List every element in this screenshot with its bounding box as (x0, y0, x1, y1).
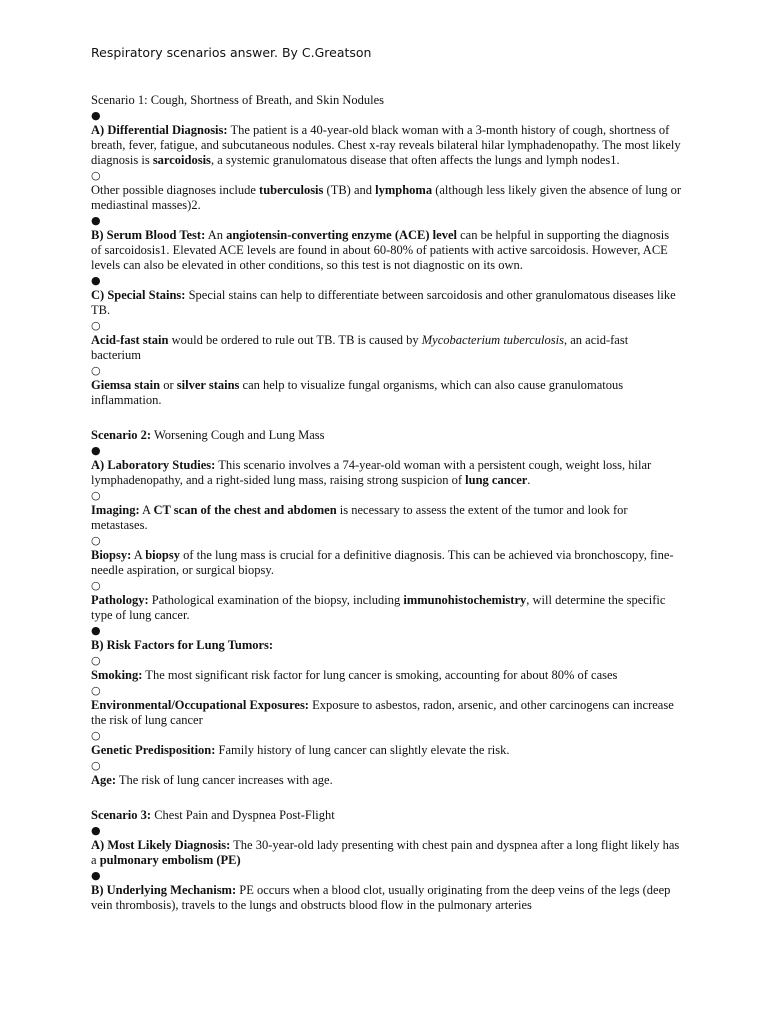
scenario3-b-label: B) Underlying Mechanism: (91, 883, 237, 897)
section-gap (91, 788, 681, 808)
smoking-text: The most significant risk factor for lung cancer is smoking, accounting for about 80% of cases (142, 668, 618, 682)
biopsy-bold: biopsy (145, 548, 180, 562)
imaging-text2: is necessary to assess the extent of the tumor and look for metastases. (91, 503, 628, 532)
age-label: Age: (91, 773, 116, 787)
scenario2-part-a (91, 458, 681, 488)
scenario2-a-label: A) Laboratory Studies: (91, 458, 216, 472)
giemsa-text1: or (160, 378, 177, 392)
bullet-icon: ● (91, 824, 101, 837)
scenario1-c-label: C) Special Stains: (91, 288, 186, 302)
bullet-icon: ● (91, 214, 101, 227)
scenario2-heading-bold: Scenario 2: (91, 428, 152, 442)
scenario3-heading-text: Chest Pain and Dyspnea Post-Flight (151, 808, 335, 822)
biopsy-label: Biopsy: (91, 548, 132, 562)
sub-bullet-icon: ○ (91, 759, 101, 772)
scenario3-part-b (91, 883, 681, 913)
scenario2-age (91, 773, 681, 788)
bullet-icon: ● (91, 109, 101, 122)
scenario2-a-bold1: lung cancer (465, 473, 528, 487)
biopsy-text2: of the lung mass is crucial for a definitive diagnosis. This can be achieved via bronchoscopy, fine-needle aspiration, or surgical biopsy. (91, 548, 674, 577)
afs-bold: Acid-fast stain (91, 333, 169, 347)
scenario1-b-bold1: angiotensin-converting enzyme (ACE) level (226, 228, 457, 242)
scenario1-c-text: Special stains can help to differentiate between sarcoidosis and other granulomatous diseases like TB. (91, 288, 676, 317)
giemsa-bold2: silver stains (176, 378, 240, 392)
other-text1: Other possible diagnoses include (91, 183, 260, 197)
scenario2-environmental (91, 698, 681, 728)
giemsa-bold1: Giemsa stain (91, 378, 161, 392)
imaging-label: Imaging: (91, 503, 140, 517)
scenario1-giemsa (91, 378, 681, 408)
scenario1-a-bold1: sarcoidosis (152, 153, 211, 167)
sub-bullet-icon: ○ (91, 729, 101, 742)
afs-text2: , an acid-fast bacterium (91, 333, 629, 362)
pathology-label: Pathology: (91, 593, 149, 607)
scenario1-acid-fast (91, 333, 681, 363)
afs-italic: Mycobacterium tuberculosis (421, 333, 564, 347)
bullet-icon: ● (91, 869, 101, 882)
pathology-text1: Pathological examination of the biopsy, including (148, 593, 404, 607)
scenario2-a-text1: This scenario involves a 74-year-old woman with a persistent cough, weight loss, hilar lymphadenopathy, and a right-sided lung mass, raising strong suspicion of (91, 458, 652, 487)
scenario3-a-bold1: pulmonary embolism (PE) (99, 853, 241, 867)
scenario1-b-text1: An (205, 228, 227, 242)
bullet-icon: ● (91, 444, 101, 457)
afs-text1: would be ordered to rule out TB. TB is caused by (168, 333, 422, 347)
pathology-bold: immunohistochemistry (403, 593, 527, 607)
biopsy-text1: A (131, 548, 146, 562)
scenario3-a-label: A) Most Likely Diagnosis: (91, 838, 231, 852)
scenario3-part-a (91, 838, 681, 868)
other-bold2: lymphoma (375, 183, 433, 197)
scenario1-other-diagnoses (91, 183, 681, 213)
env-label: Environmental/Occupational Exposures: (91, 698, 309, 712)
smoking-label: Smoking: (91, 668, 143, 682)
scenario2-biopsy (91, 548, 681, 578)
other-bold1: tuberculosis (259, 183, 324, 197)
bullet-icon: ● (91, 274, 101, 287)
scenario1-b-text2: can be helpful in supporting the diagnosis of sarcoidosis1. Elevated ACE levels are found in about 60-80% of patients with active sarcoidosis. However, ACE levels can also be elevated in other conditions, so this test is not diagnostic on its own. (91, 228, 670, 272)
document-body (91, 93, 681, 913)
genetic-text: Family history of lung cancer can slightly elevate the risk. (215, 743, 510, 757)
scenario1-part-a (91, 123, 681, 168)
scenario2-pathology (91, 593, 681, 623)
scenario2-a-text2: . (527, 473, 531, 487)
scenario2-heading (91, 428, 681, 443)
scenario1-a-text1: The patient is a 40-year-old black woman with a 3-month history of cough, shortness of breath, fever, fatigue, and subcutaneous nodules. Chest x-ray reveals bilateral hilar lymphadenopathy. The most likely diagnosis is (91, 123, 681, 167)
scenario2-b-label: B) Risk Factors for Lung Tumors: (91, 638, 274, 652)
age-text: The risk of lung cancer increases with age. (116, 773, 333, 787)
env-text: Exposure to asbestos, radon, arsenic, and other carcinogens can increase the risk of lung cancer (91, 698, 674, 727)
scenario1-part-b (91, 228, 681, 273)
scenario1-b-label: B) Serum Blood Test: (91, 228, 206, 242)
scenario2-part-b (91, 638, 681, 653)
scenario1-a-label: A) Differential Diagnosis: (91, 123, 228, 137)
imaging-bold: CT scan of the chest and abdomen (153, 503, 337, 517)
giemsa-text2: can help to visualize fungal organisms, which can also cause granulomatous inflammation. (91, 378, 624, 407)
sub-bullet-icon: ○ (91, 364, 101, 377)
scenario2-genetic (91, 743, 681, 758)
scenario3-heading-bold: Scenario 3: (91, 808, 152, 822)
bullet-icon: ● (91, 624, 101, 637)
scenario2-smoking (91, 668, 681, 683)
scenario1-a-text2: , a systemic granulomatous disease that often affects the lungs and lymph nodes1. (210, 153, 620, 167)
scenario2-heading-text: Worsening Cough and Lung Mass (151, 428, 325, 442)
sub-bullet-icon: ○ (91, 319, 101, 332)
genetic-label: Genetic Predisposition: (91, 743, 216, 757)
other-text3: (although less likely given the absence of lung or mediastinal masses)2. (91, 183, 681, 212)
sub-bullet-icon: ○ (91, 169, 101, 182)
pathology-text2: , will determine the specific type of lung cancer. (91, 593, 666, 622)
sub-bullet-icon: ○ (91, 534, 101, 547)
scenario1-part-c (91, 288, 681, 318)
scenario3-a-text1: The 30-year-old lady presenting with chest pain and dyspnea after a long flight likely has a (91, 838, 680, 867)
section-gap (91, 408, 681, 428)
scenario3-heading (91, 808, 681, 823)
document-title: Respiratory scenarios answer. By C.Greatson (91, 45, 372, 60)
scenario3-b-text: PE occurs when a blood clot, usually originating from the deep veins of the legs (deep vein thrombosis), travels to the lungs and obstructs blood flow in the pulmonary arteries (91, 883, 671, 912)
sub-bullet-icon: ○ (91, 654, 101, 667)
sub-bullet-icon: ○ (91, 489, 101, 502)
sub-bullet-icon: ○ (91, 684, 101, 697)
scenario2-imaging (91, 503, 681, 533)
sub-bullet-icon: ○ (91, 579, 101, 592)
imaging-text1: A (139, 503, 154, 517)
other-text2: (TB) and (323, 183, 376, 197)
scenario1-heading: Scenario 1: Cough, Shortness of Breath, and Skin Nodules (91, 93, 385, 107)
